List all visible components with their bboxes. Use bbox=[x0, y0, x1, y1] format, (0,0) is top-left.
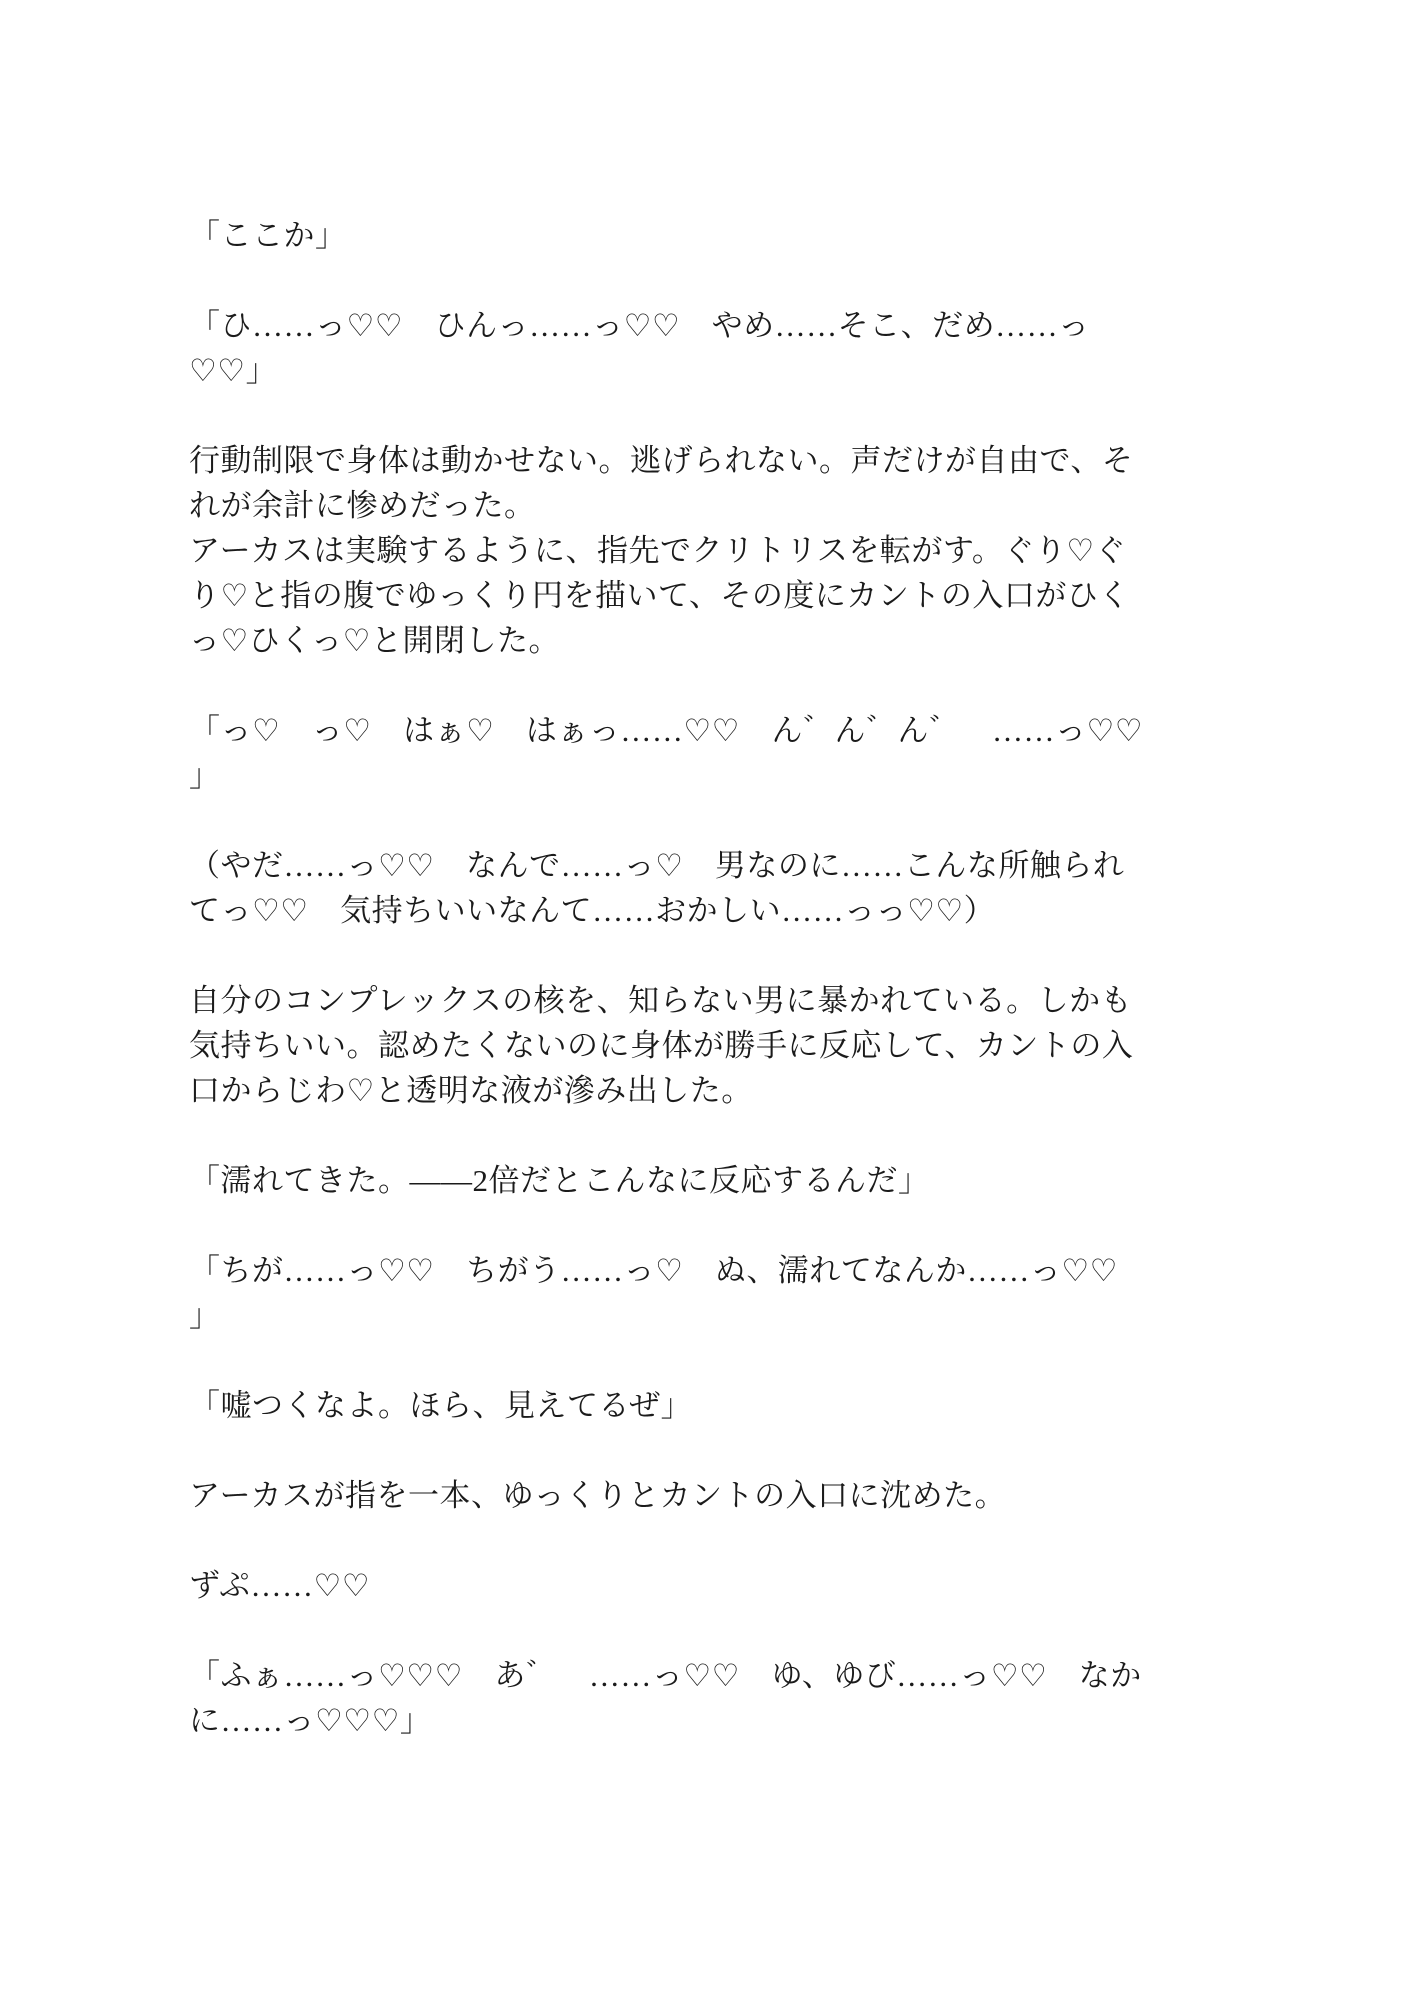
paragraph bbox=[189, 843, 1249, 933]
text-line: 「嘘つくなよ。ほら、見えてるぜ」 bbox=[189, 1388, 693, 1423]
paragraph bbox=[189, 303, 1249, 393]
paragraph bbox=[189, 978, 1249, 1113]
text-line: 」 bbox=[189, 758, 221, 793]
paragraph bbox=[189, 1563, 1249, 1608]
paragraph bbox=[189, 438, 1249, 663]
text-line: っ♡ひくっ♡と開閉した。 bbox=[189, 623, 560, 658]
text-line: 行動制限で身体は動かせない。逃げられない。声だけが自由で、そ bbox=[189, 443, 1134, 478]
text-line: 「ここか」 bbox=[189, 218, 347, 253]
text-line: り♡と指の腹でゆっくり円を描いて、その度にカントの入口がひく bbox=[189, 578, 1130, 613]
text-line: 自分のコンプレックスの核を、知らない男に暴かれている。しかも bbox=[189, 983, 1133, 1018]
text-line: 「っ♡ っ♡ はぁ♡ はぁっ……♡♡ ん゛ん゛ん゛ ……っ♡♡ bbox=[189, 713, 1144, 748]
text-line: 「ちが……っ♡♡ ちがう……っ♡ ぬ、濡れてなんか……っ♡♡ bbox=[189, 1253, 1118, 1288]
text-line: 」 bbox=[189, 1298, 221, 1333]
text-line: 口からじわ♡と透明な液が滲み出した。 bbox=[189, 1073, 753, 1108]
paragraph bbox=[189, 1653, 1249, 1743]
text-line: 「濡れてきた。——2倍だとこんなに反応するんだ」 bbox=[189, 1163, 930, 1198]
story-text bbox=[189, 213, 1249, 1743]
text-line: ♡♡」 bbox=[189, 353, 278, 388]
text-line: れが余計に惨めだった。 bbox=[189, 488, 536, 523]
paragraph bbox=[189, 708, 1249, 798]
paragraph bbox=[189, 1383, 1249, 1428]
text-line: に……っ♡♡♡」 bbox=[189, 1703, 432, 1738]
text-line: （やだ……っ♡♡ なんで……っ♡ 男なのに……こんな所触られ bbox=[189, 848, 1125, 883]
paragraph bbox=[189, 1158, 1249, 1203]
text-line: 気持ちいい。認めたくないのに身体が勝手に反応して、カントの入 bbox=[189, 1028, 1134, 1063]
text-line: 「ふぁ……っ♡♡♡ あ゛ ……っ♡♡ ゆ、ゆび……っ♡♡ なか bbox=[189, 1658, 1142, 1693]
text-line: アーカスは実験するように、指先でクリトリスを転がす。ぐり♡ぐ bbox=[189, 533, 1127, 568]
text-line: 「ひ……っ♡♡ ひんっ……っ♡♡ やめ……そこ、だめ……っ bbox=[189, 308, 1090, 343]
paragraph bbox=[189, 1473, 1249, 1518]
text-line: てっ♡♡ 気持ちいいなんて……おかしい……っっ♡♡） bbox=[189, 893, 996, 928]
paragraph bbox=[189, 1248, 1249, 1338]
text-line: アーカスが指を一本、ゆっくりとカントの入口に沈めた。 bbox=[189, 1478, 1007, 1513]
text-line: ずぷ……♡♡ bbox=[189, 1568, 371, 1603]
paragraph bbox=[189, 213, 1249, 258]
